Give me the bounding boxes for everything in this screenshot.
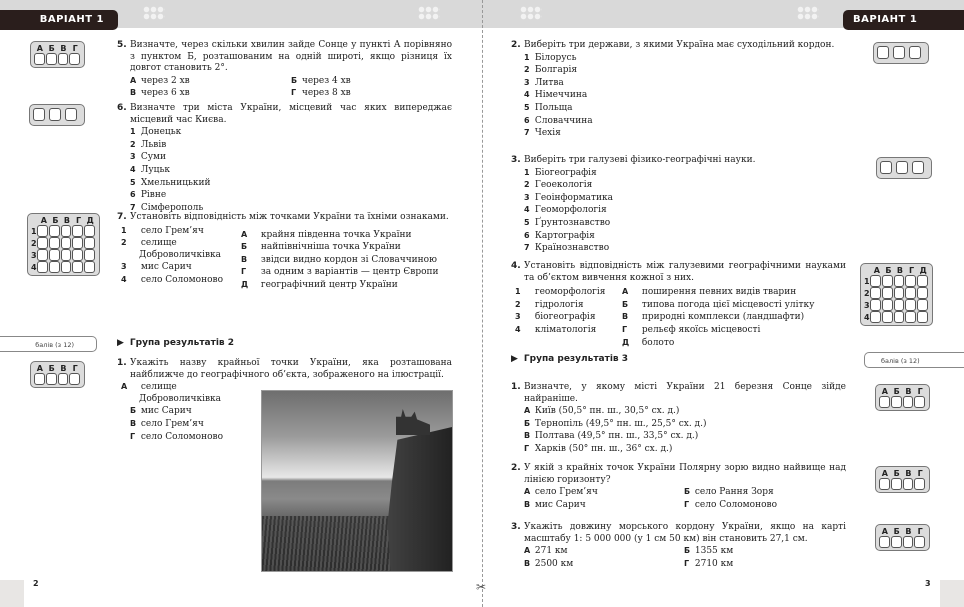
answer-cell[interactable]: [891, 536, 902, 548]
decor-dots: [520, 6, 542, 20]
option: 5 Хмельницький: [130, 177, 211, 188]
illustration-photo: [261, 390, 453, 572]
answer-cell[interactable]: [914, 396, 925, 408]
answer-cell[interactable]: [896, 161, 908, 174]
question-number: 3.: [511, 155, 521, 165]
answer-cell[interactable]: [69, 53, 80, 65]
page-corner-left: [0, 580, 24, 607]
answer-cell[interactable]: [58, 53, 69, 65]
option: 1 Донецьк: [130, 127, 182, 138]
option: 7 Чехія: [524, 128, 561, 139]
question-7: [117, 212, 452, 292]
page-corner-right: [940, 580, 964, 607]
question-stem: Визначте, через скільки хвилин зайде Сонце у пункті А порівняно з пунктом Б, розташованим на одній широті, якщо різниця їх довгот становить 2°.: [130, 40, 452, 74]
answer-cell[interactable]: [903, 396, 914, 408]
option: 2 Львів: [130, 139, 167, 150]
answer-grid-label: В: [60, 44, 67, 53]
answer-cell[interactable]: [61, 249, 72, 261]
option: А Київ (50,5° пн. ш., 30,5° сх. д.): [524, 406, 680, 417]
decor-dots: [797, 6, 819, 20]
question-stem: Укажіть назву крайньої точки України, яка розташована найближче до географічного об’єкта, зображеного на ілюстрації.: [130, 358, 452, 380]
answer-grid-label: Б: [48, 44, 55, 53]
answer-cell[interactable]: [879, 478, 890, 490]
answer-grid-label: В: [896, 266, 904, 275]
option: 3 Суми: [130, 152, 167, 163]
question-5: [117, 40, 452, 100]
option: В звідси видно кордон зі Словаччиною: [241, 254, 437, 265]
option: Г Харків (50° пн. ш., 36° сх. д.): [524, 443, 673, 454]
answer-cell[interactable]: [917, 299, 928, 311]
answer-cell[interactable]: [72, 237, 83, 249]
option: Б типова погода цієї місцевості улітку: [622, 299, 815, 310]
answer-grid-label: А: [873, 266, 880, 275]
question-stem: Установіть відповідність між галузевими географічними науками та об’єктом вивчення кожної з них.: [524, 261, 846, 283]
option: 4 кліматологія: [515, 324, 597, 335]
answer-box-q5: [30, 41, 85, 68]
decor-dots: [418, 6, 440, 20]
option: 2 гідрологія: [515, 299, 584, 310]
answer-cell[interactable]: [49, 237, 60, 249]
answer-grid-label: Б: [893, 527, 900, 536]
page-number-right: 3: [925, 579, 931, 588]
question-number: 6.: [117, 103, 127, 113]
option: 4 село Соломоново: [121, 274, 223, 285]
answer-grid-label: Г: [76, 216, 82, 225]
answer-grid-label: 1: [864, 276, 870, 286]
question-number: 3.: [511, 522, 521, 532]
answer-cell[interactable]: [870, 311, 881, 323]
answer-grid-label: Б: [893, 469, 900, 478]
answer-grid-label: В: [905, 469, 912, 478]
option: Д географічний центр України: [241, 279, 398, 290]
answer-grid-label: Б: [885, 266, 892, 275]
option: 1 село Грем’яч: [121, 225, 204, 236]
answer-cell[interactable]: [61, 261, 72, 273]
answer-cell[interactable]: [34, 373, 45, 385]
option: 2 Геоекологія: [524, 180, 593, 191]
answer-cell[interactable]: [37, 225, 48, 237]
answer-box-g2q1: [30, 361, 85, 388]
option: 7 Країнознавство: [524, 243, 610, 254]
answer-grid-label: А: [36, 364, 43, 373]
answer-cell[interactable]: [914, 536, 925, 548]
option: А через 2 хв: [130, 75, 190, 86]
question-number: 1.: [511, 382, 521, 392]
answer-grid-label: В: [60, 364, 67, 373]
option: В Полтава (49,5° пн. ш., 33,5° сх. д.): [524, 431, 699, 442]
answer-cell[interactable]: [37, 261, 48, 273]
option: 4 Німеччина: [524, 90, 588, 101]
answer-cell[interactable]: [84, 225, 95, 237]
score-box-right[interactable]: балів (з 12): [864, 352, 964, 368]
answer-cell[interactable]: [912, 161, 924, 174]
option: Б мис Сарич: [130, 406, 192, 417]
answer-cell[interactable]: [84, 249, 95, 261]
option: 6 Рівне: [130, 190, 167, 201]
answer-grid-label: В: [905, 387, 912, 396]
question-number: 2.: [511, 463, 521, 473]
answer-cell[interactable]: [882, 299, 893, 311]
option: 2 Болгарія: [524, 65, 578, 76]
option: Г за одним з варіантів — центр Європи: [241, 267, 439, 278]
answer-cell[interactable]: [879, 396, 890, 408]
variant-label-right: ВАРІАНТ 1: [843, 10, 964, 30]
option: 5 Ґрунтознавство: [524, 217, 611, 228]
answer-grid-label: Д: [919, 266, 927, 275]
answer-cell[interactable]: [905, 311, 916, 323]
option: А крайня південна точка України: [241, 229, 412, 240]
answer-cell[interactable]: [891, 478, 902, 490]
answer-grid-label: 2: [864, 288, 870, 298]
answer-grid-label: Г: [917, 387, 923, 396]
answer-cell[interactable]: [893, 46, 905, 59]
answer-grid-label: Д: [86, 216, 94, 225]
answer-grid-label: Б: [52, 216, 59, 225]
answer-grid-label: Г: [909, 266, 915, 275]
option: 1 Біогеографія: [524, 167, 597, 178]
question-number: 4.: [511, 261, 521, 271]
question-number: 5.: [117, 40, 127, 50]
answer-grid-label: Б: [48, 364, 55, 373]
option: Б село Рання Зоря: [684, 487, 774, 498]
option: Г село Соломоново: [684, 499, 777, 510]
answer-cell[interactable]: [61, 237, 72, 249]
option: В 2500 км: [524, 558, 574, 569]
triangle-right-icon: ▶: [117, 338, 124, 348]
option: А поширення певних видів тварин: [622, 287, 797, 298]
answer-cell[interactable]: [877, 46, 889, 59]
answer-grid-label: А: [40, 216, 47, 225]
answer-cell[interactable]: [894, 299, 905, 311]
answer-cell[interactable]: [49, 261, 60, 273]
answer-grid-label: Г: [917, 469, 923, 478]
answer-cell[interactable]: [882, 287, 893, 299]
option: В природні комплекси (ландшафти): [622, 312, 805, 323]
answer-cell[interactable]: [905, 287, 916, 299]
answer-grid-label: А: [881, 527, 888, 536]
option: Б 1355 км: [684, 546, 734, 557]
answer-box-r3: [876, 157, 932, 179]
option: Г 2710 км: [684, 558, 734, 569]
answer-cell[interactable]: [882, 275, 893, 287]
question-number: 7.: [117, 212, 127, 222]
answer-cell[interactable]: [49, 249, 60, 261]
variant-label-left: ВАРІАНТ 1: [0, 10, 118, 30]
answer-cell[interactable]: [72, 225, 83, 237]
group-title-3: ▶ Група результатів 3: [511, 354, 628, 364]
option: А село Грем’яч: [524, 487, 598, 498]
option: Г село Соломоново: [130, 431, 223, 442]
answer-grid-label: 2: [31, 238, 37, 248]
answer-cell[interactable]: [37, 249, 48, 261]
answer-grid-label: В: [63, 216, 71, 225]
answer-cell[interactable]: [72, 249, 83, 261]
option: 2 селище Доброволичківка: [121, 238, 222, 260]
answer-cell[interactable]: [65, 108, 77, 121]
option: Б через 4 хв: [291, 75, 351, 86]
option: В село Грем’яч: [130, 418, 204, 429]
answer-cell[interactable]: [905, 299, 916, 311]
answer-grid-label: Г: [72, 44, 78, 53]
question-r4: [511, 261, 846, 349]
answer-cell[interactable]: [909, 46, 921, 59]
answer-cell[interactable]: [903, 478, 914, 490]
answer-cell[interactable]: [894, 311, 905, 323]
question-stem: Установіть відповідність між точками України та їхніми ознаками.: [130, 212, 449, 222]
answer-cell[interactable]: [72, 261, 83, 273]
question-r2: [511, 40, 846, 140]
option: Г через 8 хв: [291, 88, 351, 99]
answer-cell[interactable]: [69, 373, 80, 385]
answer-cell[interactable]: [870, 275, 881, 287]
question-6: [117, 103, 452, 214]
option: Б найпівнічніша точка України: [241, 242, 401, 253]
option: 5 Польща: [524, 102, 573, 113]
option: 4 Геоморфологія: [524, 205, 607, 216]
answer-cell[interactable]: [61, 225, 72, 237]
answer-matrix-r4: [860, 263, 933, 326]
question-stem: У якій з крайніх точок України Полярну зорю видно найвище над лінією горизонту?: [524, 463, 846, 485]
castle-shape: [396, 409, 430, 435]
option: 1 геоморфологія: [515, 287, 606, 298]
answer-grid-label: А: [881, 469, 888, 478]
question-stem: Визначте три міста України, місцевий час яких випереджає місцевий час Києва.: [130, 103, 452, 125]
answer-cell[interactable]: [903, 536, 914, 548]
answer-cell[interactable]: [870, 299, 881, 311]
answer-grid-label: Г: [917, 527, 923, 536]
option: 3 Геоінформатика: [524, 192, 614, 203]
answer-cell[interactable]: [917, 287, 928, 299]
answer-cell[interactable]: [894, 275, 905, 287]
answer-grid-label: 3: [31, 250, 37, 260]
score-box-left[interactable]: балів (з 12): [0, 336, 97, 352]
option: 3 біогеографія: [515, 312, 596, 323]
answer-cell[interactable]: [84, 261, 95, 273]
answer-cell[interactable]: [33, 108, 45, 121]
answer-cell[interactable]: [891, 396, 902, 408]
question-number: 2.: [511, 40, 521, 50]
answer-grid-label: Г: [72, 364, 78, 373]
answer-grid-label: 1: [31, 226, 37, 236]
answer-cell[interactable]: [894, 287, 905, 299]
option: 3 мис Сарич: [121, 262, 192, 273]
answer-cell[interactable]: [905, 275, 916, 287]
decor-dots: [143, 6, 165, 20]
answer-cell[interactable]: [870, 287, 881, 299]
answer-box-r2: [873, 42, 929, 64]
answer-cell[interactable]: [880, 161, 892, 174]
option: Г рельєф якоїсь місцевості: [622, 324, 761, 335]
question-stem: Укажіть довжину морського кордону України, якщо на карті масштабу 1: 5 000 000 (у 1 см 50 км) він становить 27,1 см.: [524, 522, 846, 544]
answer-matrix-q7: [27, 213, 100, 276]
answer-grid-label: 3: [864, 300, 870, 310]
triangle-right-icon: ▶: [511, 354, 518, 364]
answer-grid-label: А: [36, 44, 43, 53]
answer-cell[interactable]: [58, 373, 69, 385]
question-stem: Виберіть три галузеві фізико-географічні науки.: [524, 155, 756, 165]
option: 4 Луцьк: [130, 164, 170, 175]
answer-box-g3q2: [875, 466, 930, 493]
question-g3-3: [511, 522, 846, 570]
answer-grid-label: В: [905, 527, 912, 536]
grass-shape: [262, 516, 392, 571]
option: 7 Сімферополь: [130, 202, 204, 213]
option: А 271 км: [524, 546, 568, 557]
option: А селище Доброволичківка: [121, 382, 222, 404]
answer-cell[interactable]: [882, 311, 893, 323]
answer-box-q6: [29, 104, 85, 126]
option: В через 6 хв: [130, 88, 190, 99]
answer-cell[interactable]: [84, 237, 95, 249]
question-stem: Визначте, у якому місті України 21 березня Сонце зійде найраніше.: [524, 382, 846, 404]
question-g3-2: [511, 463, 846, 511]
answer-cell[interactable]: [49, 225, 60, 237]
option: 6 Словаччина: [524, 115, 593, 126]
option: Б Тернопіль (49,5° пн. ш., 25,5° сх. д.): [524, 418, 707, 429]
question-number: 1.: [117, 358, 127, 368]
group-title-2: ▶ Група результатів 2: [117, 338, 234, 348]
cut-line: [482, 0, 483, 607]
question-stem: Виберіть три держави, з якими Україна має суходільний кордон.: [524, 40, 835, 50]
answer-grid-label: Б: [893, 387, 900, 396]
answer-cell[interactable]: [917, 275, 928, 287]
answer-box-g3q3: [875, 524, 930, 551]
option: 1 Білорусь: [524, 52, 577, 63]
answer-cell[interactable]: [34, 53, 45, 65]
answer-cell[interactable]: [46, 53, 57, 65]
answer-box-g3q1: [875, 384, 930, 411]
page-number-left: 2: [33, 579, 39, 588]
answer-cell[interactable]: [49, 108, 61, 121]
answer-cell[interactable]: [879, 536, 890, 548]
question-g3-1: [511, 382, 846, 456]
question-r3: [511, 155, 846, 255]
answer-grid-label: 4: [864, 312, 870, 322]
option: В мис Сарич: [524, 499, 586, 510]
option: Д болото: [622, 337, 675, 348]
answer-grid-label: 4: [31, 262, 37, 272]
cliff-shape: [382, 411, 452, 571]
scissors-icon: ✂: [476, 580, 487, 594]
option: 6 Картографія: [524, 230, 595, 241]
answer-grid-label: А: [881, 387, 888, 396]
option: 3 Литва: [524, 77, 564, 88]
answer-cell[interactable]: [917, 311, 928, 323]
answer-cell[interactable]: [46, 373, 57, 385]
answer-cell[interactable]: [37, 237, 48, 249]
answer-cell[interactable]: [914, 478, 925, 490]
